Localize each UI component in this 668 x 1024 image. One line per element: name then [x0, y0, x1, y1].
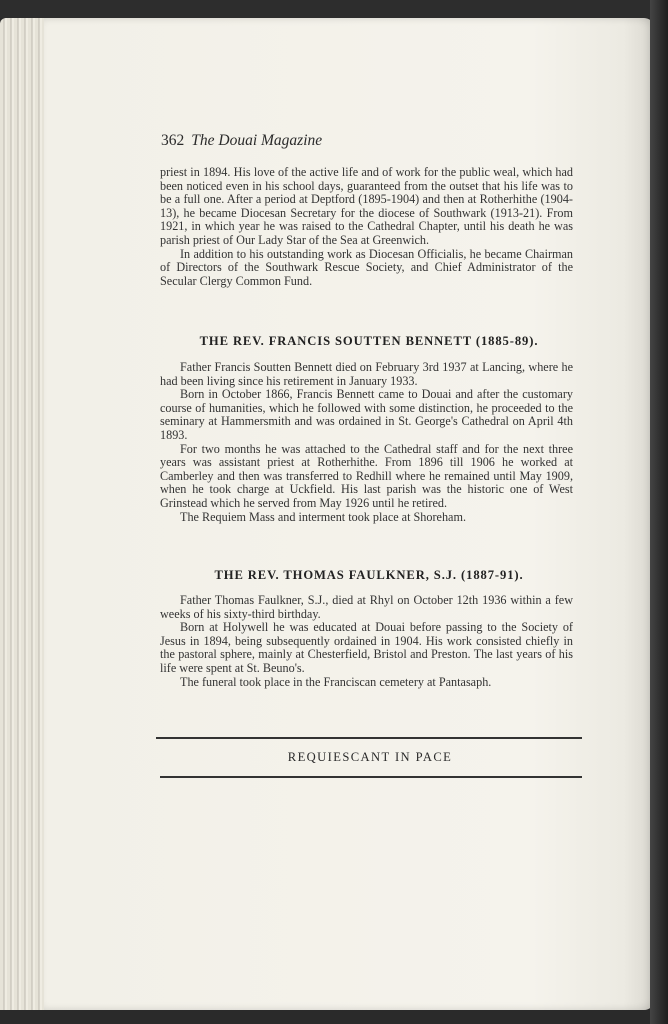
magazine-title: The Douai Magazine [191, 132, 323, 149]
running-head [161, 132, 322, 150]
page-number: 362 [161, 132, 185, 149]
bennett-paragraph-3: For two months he was attached to the Cathedral staff and for the next three years was assistant priest at Rotherhithe. From 1896 till 1906 he worked at Camberley and then was transferred to Redhill where he remained until May 1909, when he took charge at Uckfield. His last parish was the historic one of West Grinstead which he served from May 1926 until he retired. [160, 441, 573, 510]
bottom-rule [160, 776, 582, 778]
scan-top-border [0, 0, 668, 18]
bennett-paragraph-2: Born in October 1866, Francis Bennett came to Douai and after the customary course of humanities, which he followed with some distinction, he proceeded to the seminary at Hammersmith and was ordained in St. George's Cathedral on April 4th 1893. [160, 387, 573, 442]
bennett-heading: THE REV. FRANCIS SOUTTEN BENNETT (1885-89). [199, 334, 539, 348]
faulkner-paragraph-1: Father Thomas Faulkner, S.J., died at Rhyl on October 12th 1936 within a few weeks of his sixty-third birthday. [160, 593, 573, 621]
faulkner-paragraph-3: The funeral took place in the Franciscan cemetery at Pantasaph. [180, 674, 492, 689]
intro-section [160, 166, 573, 288]
top-rule [156, 737, 582, 739]
closing-text: REQUIESCANT IN PACE [287, 750, 453, 764]
bennett-section [160, 361, 573, 524]
faulkner-paragraph-2: Born at Holywell he was educated at Douai before passing to the Society of Jesus in 1894, being subsequently ordained in 1904. His work consisted chiefly in the pastoral sphere, mainly at Chesterfield, Bristol and Preston. The last years of his life were spent at St. Beuno's. [160, 620, 573, 675]
intro-paragraph-1: priest in 1894. His love of the active life and of work for the public weal, which had been noticed even in his school days, guaranteed from the outset that his life was to be a full one. After a period at Deptford (1895-1904) and then at Rotherhithe (1904-13), he became Diocesan Secretary for the diocese of Southwark (1913-21). From 1921, in which year he was raised to the Cathedral Chapter, until his death he was parish priest of Our Lady Star of the Sea at Greenwich. [160, 165, 573, 247]
bennett-paragraph-1: Father Francis Soutten Bennett died on February 3rd 1937 at Lancing, where he had been living since his retirement in January 1933. [160, 360, 573, 388]
book-binding [650, 0, 668, 1024]
faulkner-heading: THE REV. THOMAS FAULKNER, S.J. (1887-91). [214, 568, 524, 582]
bennett-paragraph-4: The Requiem Mass and interment took place at Shoreham. [180, 509, 466, 524]
faulkner-section [160, 594, 573, 689]
intro-paragraph-2: In addition to his outstanding work as Diocesan Officialis, he became Chairman of Directors of the Southwark Rescue Society, and Chief Administrator of the Secular Clergy Common Fund. [160, 246, 573, 288]
